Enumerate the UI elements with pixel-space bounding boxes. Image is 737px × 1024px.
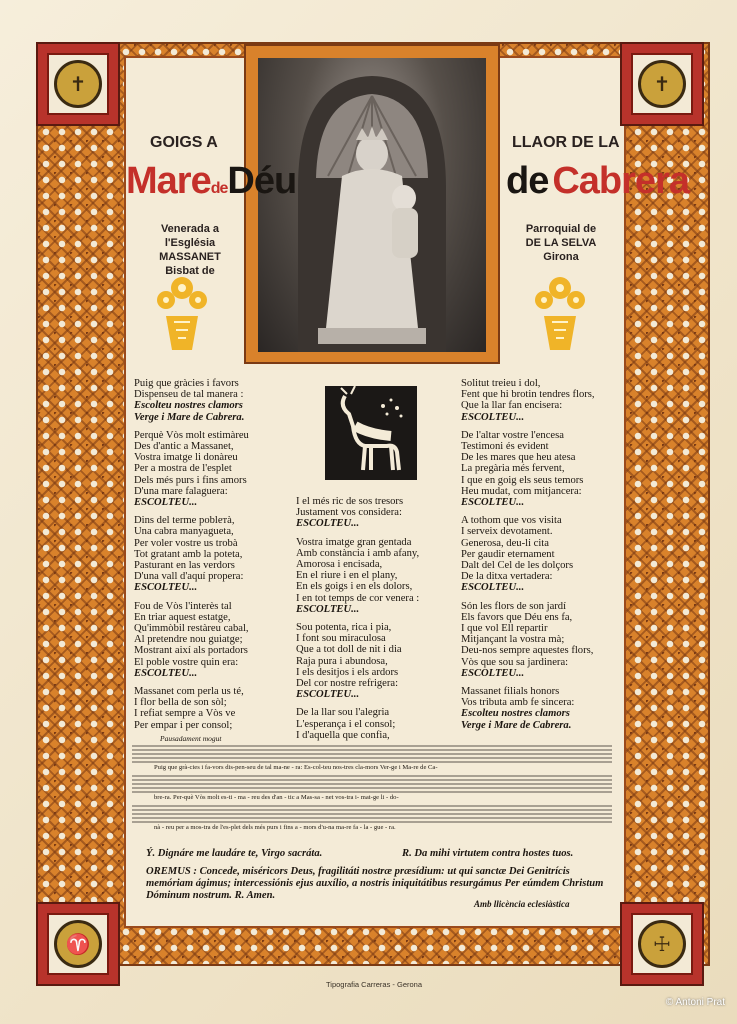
stanza — [296, 622, 466, 700]
verse-line: Dalt del Cel de les dolçors — [461, 560, 574, 572]
verse-line: A tothom que vos visita — [461, 515, 562, 527]
verse-line: Fent que hi brotin tendres flors, — [461, 389, 595, 401]
left-sub-line: Venerada a l'Església — [160, 223, 220, 249]
verse-line: Que la llar fan encisera: — [461, 400, 563, 412]
verse-line: Testimoni és evident — [461, 441, 549, 453]
virgin-statue-image — [258, 58, 486, 352]
verse-line: Dispenseu de tal manera : — [134, 389, 244, 401]
refrain-line: ESCOLTEU... — [461, 582, 525, 594]
verse-line: Mitjançant la vostra mà; — [461, 634, 565, 646]
verse-line: Per empar i per consol; — [134, 719, 233, 731]
corner-medallion-top-left — [36, 42, 120, 126]
stanza — [134, 601, 314, 679]
response-mark: R. — [402, 848, 412, 859]
verse-line: Tot gratant amb la poteta, — [134, 548, 243, 560]
right-sub-line: Girona — [543, 251, 579, 263]
corner-medallion-top-right — [620, 42, 704, 126]
header-right-top: LLAOR DE LA — [512, 134, 620, 151]
license-note: Amb llicència eclesiàstica — [474, 899, 570, 909]
verse-line: I que vol Ell repartir — [461, 623, 548, 635]
refrain-line: ESCOLTEU... — [461, 411, 525, 423]
left-sub-line: MASSANET — [159, 251, 221, 263]
verse-line: El poble vostre quin era: — [134, 656, 239, 668]
flower-vase-icon — [530, 272, 590, 354]
verse-line: Dins del terme poblетà, — [134, 515, 235, 527]
verse-line: Amb constància i amb afany, — [296, 547, 420, 559]
lyrics-line: nà - reu per a mos-tra de l'es-plet dels més purs i fins a - mors d'u-na ma-re fa - la - gue - ra. — [154, 824, 396, 831]
verse-line: I en tot temps de cor venera : — [296, 592, 420, 604]
title-mare: Mare — [126, 160, 211, 202]
verse-line: Que a tot doll de nit i dia — [296, 644, 402, 656]
verse-line: I d'aquella que confia, — [296, 729, 390, 741]
refrain-line: Verge i Mare de Cabrera. — [461, 719, 572, 731]
title-mare-de-deu — [126, 160, 296, 203]
stanza — [461, 378, 621, 423]
stanza — [296, 496, 466, 530]
versicle-mark: Ý. — [146, 848, 156, 859]
verse-line: Solitut treieu i dol, — [461, 378, 541, 389]
lyrics-line: bre-ra. Per-què Vòs molt es-ti - ma - reu des d'an - tic a Mas-sa - net vos-tra i- mat-ge li - do- — [154, 794, 399, 801]
goat-illustration — [325, 386, 417, 480]
verse-line: Sou potenta, rica i pia, — [296, 622, 392, 634]
verse-line: Vostra imatge li donàreu — [134, 452, 238, 464]
title-deu: Déu — [227, 160, 297, 202]
verse-line: L'esperança i el consol; — [296, 718, 396, 730]
verse-line: Massanet filials honors — [461, 686, 560, 698]
verse-line: Del cor nostre refrigera: — [296, 678, 399, 690]
stanza — [461, 430, 621, 508]
response — [402, 848, 573, 860]
verse-line: De la ditxa vertadera: — [461, 571, 553, 583]
verse-line: Una cabra manyagueta, — [134, 526, 234, 538]
verse-line: Pasturant en las verdors — [134, 560, 235, 572]
verse-line: Massanet com perla us té, — [134, 686, 244, 698]
refrain-line: Verge i Mare de Cabrera. — [134, 411, 245, 423]
refrain-line: ESCOLTEU... — [134, 582, 198, 594]
lamb-medallion-icon: ♈ — [54, 920, 102, 968]
verse-line: La pregària més fervent, — [461, 463, 565, 475]
verse-line: Justament vos considera: — [296, 507, 402, 519]
refrain-line: ESCOLTEU... — [461, 497, 525, 509]
stanza — [134, 430, 314, 508]
verse-line: En el riure i en el plany, — [296, 570, 398, 582]
verse-line: Per voler vostre us trobà — [134, 537, 238, 549]
title-de-small: de — [210, 180, 228, 197]
versicle — [146, 848, 322, 860]
versicle-text: Dignáre me laudáre te, Virgo sacráta. — [157, 848, 323, 859]
title-de-cabrera — [506, 160, 689, 203]
verse-line: I serveix devotament. — [461, 526, 553, 538]
response-text: Da mihi virtutem contra hostes tuos. — [414, 848, 574, 859]
verse-line: Generosa, deu-li cita — [461, 537, 549, 549]
header-left-top: GOIGS A — [150, 134, 218, 151]
verse-line: I els desitjos i els ardors — [296, 666, 399, 678]
corner-medallion-bottom-left — [36, 902, 120, 986]
refrain-line: ESCOLTEU... — [461, 667, 525, 679]
oremus-prayer: OREMUS : Concede, miséricors Deus, fragilitáti nostræ præsídium: ut qui sanctæ Dei Genitrícis memóriam ágimus; intercessiónis ejus auxílio, a nostris iniquitátibus resurgámus Per eúmdem Christum Dóminum nostrum. R. Amen. — [146, 866, 604, 901]
verse-line: Per gaudir eternament — [461, 548, 555, 560]
verses-column-1 — [134, 378, 314, 738]
verses-column-3 — [461, 378, 621, 738]
refrain-line: ESCOLTEU... — [296, 603, 360, 615]
stanza — [461, 686, 621, 731]
verse-line: Vos tributa amb fe sincera: — [461, 697, 575, 709]
right-sub-line: DE LA SELVA — [525, 237, 597, 249]
flower-vase-icon — [152, 272, 212, 354]
verse-line: Els favors que Déu ens fa, — [461, 611, 573, 623]
verse-line: Heu mudat, com mitjancera: — [461, 485, 582, 497]
verse-line: En els goigs i en els dolors, — [296, 581, 413, 593]
lyrics-line: Puig que grà-cies i fa-vors dis-pen-seu de tal ma-ne - ra: Es-col-teu nos-tres cla-mors Ver-ge i Ma-re de Ca- — [154, 764, 438, 771]
refrain-line: ESCOLTEU... — [134, 667, 198, 679]
verse-line: I que en goig els seus temors — [461, 474, 584, 486]
left-sub-line: Bisbat de — [165, 265, 215, 277]
refrain-line: ESCOLTEU... — [296, 518, 360, 530]
title-de: de — [506, 160, 549, 202]
stanza — [134, 515, 314, 593]
tempo-marking: Pausadament mogut — [160, 734, 222, 743]
stanza — [461, 601, 621, 679]
verse-line: De l'altar vostre l'encesa — [461, 429, 564, 441]
refrain-line: Escolteu nostres clamors — [461, 708, 570, 720]
virgin-photo-frame — [244, 44, 500, 364]
refrain-line: ESCOLTEU... — [296, 689, 360, 701]
stanza — [134, 686, 314, 731]
stanza — [461, 515, 621, 593]
verse-line: Fou de Vòs l'interès tal — [134, 600, 232, 612]
verse-line: Puig que gràcies i favors — [134, 378, 239, 389]
verse-line: Vòs que sou sa jardinera: — [461, 656, 569, 668]
watermark: © Antoni Prat — [665, 997, 725, 1008]
saint-medallion-icon: ✝ — [638, 60, 686, 108]
verse-line: I flor bella de son sòl; — [134, 697, 227, 709]
stanza — [296, 537, 466, 615]
saint-medallion-icon: ✝ — [54, 60, 102, 108]
corner-medallion-bottom-right — [620, 902, 704, 986]
refrain-line: Escolteu nostres clamors — [134, 400, 243, 412]
verse-line: Amorosa i encisada, — [296, 559, 383, 571]
verse-line: I refiat sempre a Vòs ve — [134, 708, 236, 720]
verse-line: Raja pura i abundosa, — [296, 655, 388, 667]
verse-line: Perquè Vòs molt estimàreu — [134, 429, 249, 441]
header-right-subtitle — [506, 222, 616, 264]
verse-line: Vostra imatge gran gentada — [296, 536, 412, 548]
verse-line: Al pretendre nou guiatge; — [134, 634, 243, 646]
verse-line: Són les flors de son jardí — [461, 600, 567, 612]
verse-line: Qu'immòbil restàreu cabal, — [134, 623, 249, 635]
title-cabrera: Cabrera — [552, 160, 689, 202]
stanza — [134, 378, 314, 423]
printer-credit: Tipografia Carreras - Gerona — [326, 980, 423, 989]
verse-line: Per a mostra de l'esplet — [134, 463, 232, 475]
verses-column-2 — [296, 496, 466, 748]
right-sub-line: Parroquial de — [525, 223, 597, 235]
refrain-line: ESCOLTEU... — [134, 497, 198, 509]
stanza — [296, 707, 466, 741]
verse-line: Des d'antic a Massanet, — [134, 441, 234, 453]
cross-medallion-icon: ☩ — [638, 920, 686, 968]
verse-line: Deu-nos sempre aquestes flors, — [461, 645, 594, 657]
header-left-subtitle — [138, 222, 242, 278]
verse-line: I font sou miraculosa — [296, 633, 386, 645]
verse-line: I el més ric de sos tresors — [296, 496, 404, 507]
verse-line: De la llar sou l'alegria — [296, 707, 390, 719]
verse-line: D'una vall d'aquí propera: — [134, 571, 244, 583]
verse-line: Dels més purs i fins amors — [134, 474, 247, 486]
verse-line: D'una mare falaguera: — [134, 485, 228, 497]
verse-line: Mostrant així als portadors — [134, 645, 248, 657]
verse-line: De les mares que heu atesa — [461, 452, 576, 464]
verse-line: En triar aquest estatge, — [134, 611, 231, 623]
